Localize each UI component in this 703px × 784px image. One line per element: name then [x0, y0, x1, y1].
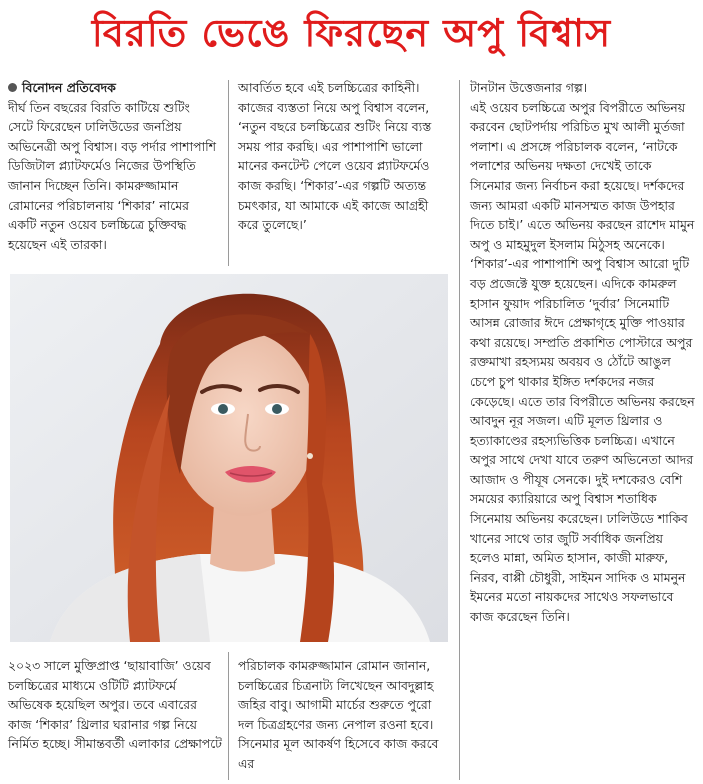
paragraph: দীর্ঘ তিন বছরের বিরতি কাটিয়ে শুটিং সেটে ফিরেছেন ঢালিউডের জনপ্রিয় অভিনেত্রী অপু বিশ্বাস। বড় পর্দার পাশাপাশি ডিজিটাল প্ল্যাটফর্মেও নিজের উপস্থিতি জানান দিচ্ছেন তিনি। কামরুজ্জামান রোমানের পরিচালনায় ‘শিকার’ নামের একটি নতুন ওয়েব চলচ্চিত্রে চুক্তিবদ্ধ হয়েছেন এই তারকা।: [8, 99, 216, 252]
bullet-icon: [8, 83, 17, 92]
paragraph: পরিচালক কামরুজ্জামান রোমান জানান, চলচ্চিত্রের চিত্রনাট্য লিখেছেন আবদুল্লাহ জহির বাবু। আগামী মার্চের শুরুতে পুরো দল চিত্রগ্রহণের জন্য নেপাল রওনা হবে। সিনেমার মূল আকর্ষণ হিসেবে কাজ করবে এর: [238, 658, 439, 771]
portrait-illustration: [10, 274, 448, 642]
paragraph: ‘শিকার’-এর পাশাপাশি অপু বিশ্বাস আরো দুটি বড় প্রজেক্টে যুক্ত হয়েছেন। এদিকে কামরুল হাসান ফুয়াদ পরিচালিত ‘দুর্বার’ সিনেমাটি আসন্ন রোজার ঈদে প্রেক্ষাগৃহে মুক্তি পাওয়ার কথা রয়েছে। সম্প্রতি প্রকাশিত পোস্টারে অপুর রক্তমাখা রহস্যময় অবয়ব ও ঠোঁটে আঙুল চেপে চুপ থাকার ইঙ্গিত দর্শকদের নজর কেড়েছে। এতে তার বিপরীতে অভিনয় করছেন আবদুন নূর সজল। এটি মূলত থ্রিলার ও হত্যাকাণ্ডের রহস্যভিত্তিক চলচ্চিত্র। এখানে অপুর সাথে দেখা যাবে তরুণ অভিনেতা আদর আজাদ ও পীযূষ সেনকে। দুই দশকেরও বেশি সময়ের ক্যারিয়ারে অপু বিশ্বাস শতাধিক সিনেমায় অভিনয় করেছেন। ঢালিউডে শাকিব খানের সাথে তার জুটি সর্বাধিক জনপ্রিয় হলেও মান্না, অমিত হাসান, কাজী মারুফ, নিরব, বাপ্পী চৌধুরী, সাইমন সাদিক ও মামনুন ইমনের মতো নায়কদের সাথেও সফলভাবে কাজ করেছেন তিনি।: [470, 256, 695, 625]
paragraph: আবর্তিত হবে এই চলচ্চিত্রের কাহিনী।: [238, 80, 420, 95]
column-2-bottom: [238, 656, 450, 774]
column-divider: [228, 80, 229, 266]
byline-text: বিনোদন প্রতিবেদক: [22, 80, 116, 95]
paragraph: ২০২৩ সালে মুক্তিপ্রাপ্ত ‘ছায়াবাজি’ ওয়েব চলচ্চিত্রের মাধ্যমে ওটিটি প্ল্যাটফর্মে অভিষেক হয়েছিল অপুর। তবে এবারের কাজ ‘শিকার’ থ্রিলার ঘরানার গল্প নিয়ে নির্মিত হচ্ছে। সীমান্তবর্তী এলাকার প্রেক্ষাপটে: [8, 658, 222, 752]
paragraph: এই ওয়েব চলচ্চিত্রে অপুর বিপরীতে অভিনয় করবেন ছোটপর্দায় পরিচিত মুখ আলী মুর্তজা পলাশ। এ প্রসঙ্গে পরিচালক বলেন, ‘নাটকে পলাশের অভিনয় দক্ষতা দেখেই তাকে সিনেমার জন্য নির্বাচন করা হয়েছে। দর্শকদের জন্য আমরা একটি মানসম্মত কাজ উপহার দিতে চাই।’ এতে অভিনয় করছেন রাশেদ মামুন অপু ও মাহমুদুল ইসলাম মিঠুসহ অনেকে।: [470, 99, 695, 252]
paragraph: টানটান উত্তেজনার গল্প।: [470, 80, 588, 95]
paragraph: কাজের ব্যস্ততা নিয়ে অপু বিশ্বাস বলেন, ‘নতুন বছরে চলচ্চিত্রের শুটিং নিয়ে ব্যস্ত সময় পার করছি। এর পাশাপাশি ভালো মানের কনটেন্ট পেলে ওয়েব প্ল্যাটফর্মেও কাজ করছি। ‘শিকার’-এর গল্পটি অত্যন্ত চমৎকার, যা আমাকে এই কাজে আগ্রহী করে তুলেছে।’: [238, 99, 432, 233]
portrait-photo: [10, 274, 448, 642]
column-3: [470, 78, 696, 627]
column-1-top: [8, 78, 218, 254]
column-divider: [228, 652, 229, 780]
column-1-bottom: [8, 656, 222, 754]
headline: বিরতি ভেঙে ফিরছেন অপু বিশ্বাস: [91, 10, 612, 55]
byline: [8, 78, 218, 98]
column-divider: [459, 80, 460, 780]
column-2-top: [238, 78, 450, 235]
